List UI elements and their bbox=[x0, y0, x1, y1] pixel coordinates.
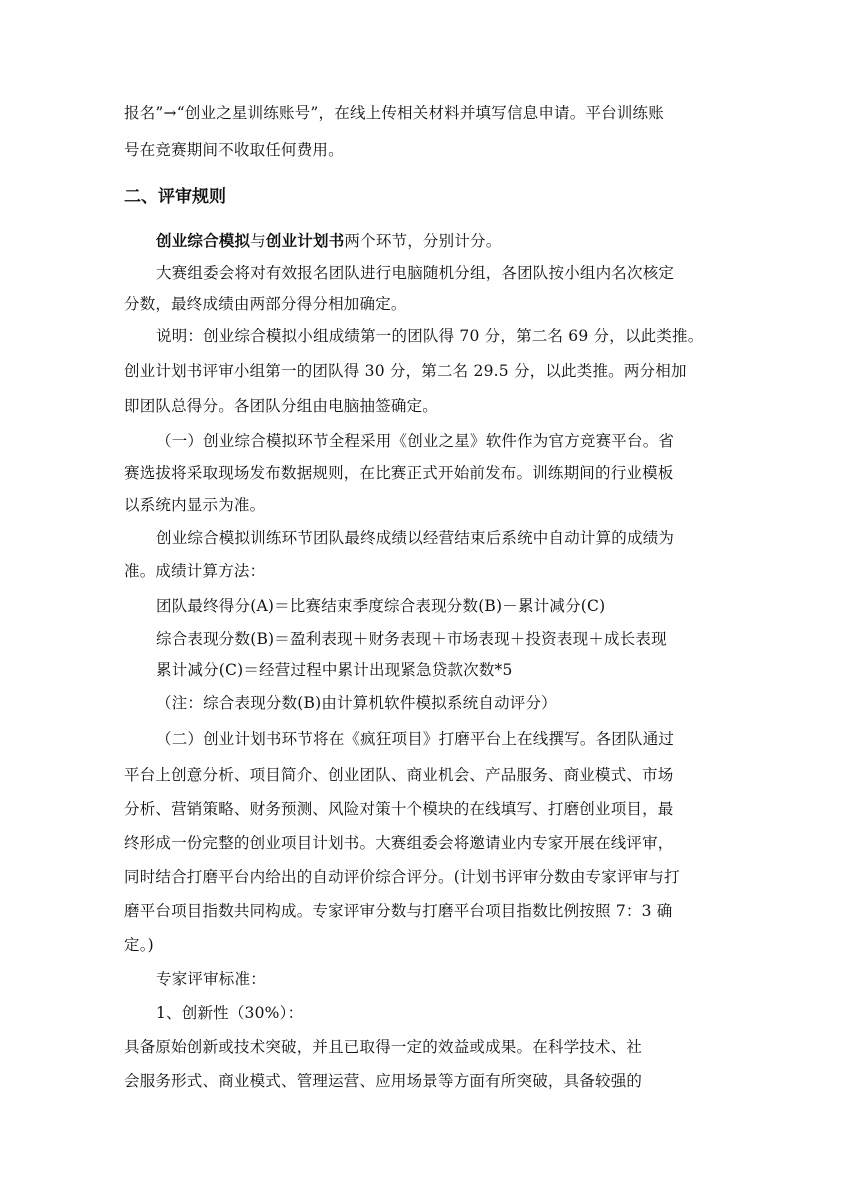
grouping-line-1: 大赛组委会将对有效报名团队进行电脑随机分组，各团队按小组内名次核定 bbox=[156, 264, 675, 282]
intro-paragraph bbox=[156, 230, 734, 252]
plan-line-7: 定。) bbox=[124, 936, 154, 954]
criteria-title: 专家评审标准： bbox=[156, 970, 266, 988]
registration-line-1: 报名”→“创业之星训练账号”，在线上传相关材料并填写信息申请。平台训练账 bbox=[124, 104, 664, 122]
plan-line-4: 终形成一份完整的创业项目计划书。大赛组委会将邀请业内专家开展在线评审， bbox=[124, 834, 674, 852]
plan-line-3: 分析、营销策略、财务预测、风险对策十个模块的在线填写、打磨创业项目，最 bbox=[124, 800, 674, 818]
formula-performance-score: 综合表现分数(B)＝盈利表现＋财务表现＋市场表现＋投资表现＋成长表现 bbox=[156, 630, 667, 648]
score-line-2: 准。成绩计算方法： bbox=[124, 562, 266, 580]
simulation-line-1: （一）创业综合模拟环节全程采用《创业之星》软件作为官方竞赛平台。省 bbox=[156, 432, 675, 450]
intro-conjunction: 与 bbox=[250, 232, 266, 250]
registration-line-2: 号在竞赛期间不收取任何费用。 bbox=[124, 141, 344, 159]
plan-line-5: 同时结合打磨平台内给出的自动评价综合评分。(计划书评审分数由专家评审与打 bbox=[124, 868, 680, 886]
formula-note: （注：综合表现分数(B)由计算机软件模拟系统自动评分） bbox=[156, 694, 557, 712]
section-title: 二、评审规则 bbox=[124, 187, 226, 207]
grouping-line-2: 分数，最终成绩由两部分得分相加确定。 bbox=[124, 295, 407, 313]
score-line-1: 创业综合模拟训练环节团队最终成绩以经营结束后系统中自动计算的成绩为 bbox=[156, 529, 675, 547]
innovation-line-1: 具备原始创新或技术突破，并且已取得一定的效益或成果。在科学技术、社 bbox=[124, 1038, 643, 1056]
innovation-line-2: 会服务形式、商业模式、管理运营、应用场景等方面有所突破，具备较强的 bbox=[124, 1072, 643, 1090]
simulation-line-3: 以系统内显示为准。 bbox=[124, 496, 266, 514]
note-line-1: 说明：创业综合模拟小组成绩第一的团队得 70 分，第二名 69 分，以此类推。 bbox=[156, 327, 704, 345]
plan-line-6: 磨平台项目指数共同构成。专家评审分数与打磨平台项目指数比例按照 7：3 确 bbox=[124, 902, 673, 920]
intro-term-simulation: 创业综合模拟 bbox=[156, 232, 251, 250]
note-line-3: 即团队总得分。各团队分组由电脑抽签确定。 bbox=[124, 397, 439, 415]
criterion-innovation-title: 1、创新性（30%）： bbox=[156, 1004, 304, 1022]
formula-final-score: 团队最终得分(A)＝比赛结束季度综合表现分数(B)－累计减分(C) bbox=[156, 597, 606, 615]
note-line-2: 创业计划书评审小组第一的团队得 30 分，第二名 29.5 分，以此类推。两分相加 bbox=[124, 362, 687, 380]
formula-deduction: 累计减分(C)＝经营过程中累计出现紧急贷款次数*5 bbox=[156, 661, 513, 679]
intro-tail: 两个环节，分别计分。 bbox=[344, 232, 502, 250]
plan-line-2: 平台上创意分析、项目简介、创业团队、商业机会、产品服务、商业模式、市场 bbox=[124, 766, 674, 784]
plan-line-1: （二）创业计划书环节将在《疯狂项目》打磨平台上在线撰写。各团队通过 bbox=[156, 730, 675, 748]
simulation-line-2: 赛选拔将采取现场发布数据规则，在比赛正式开始前发布。训练期间的行业模板 bbox=[124, 464, 674, 482]
intro-term-business-plan: 创业计划书 bbox=[265, 232, 345, 250]
